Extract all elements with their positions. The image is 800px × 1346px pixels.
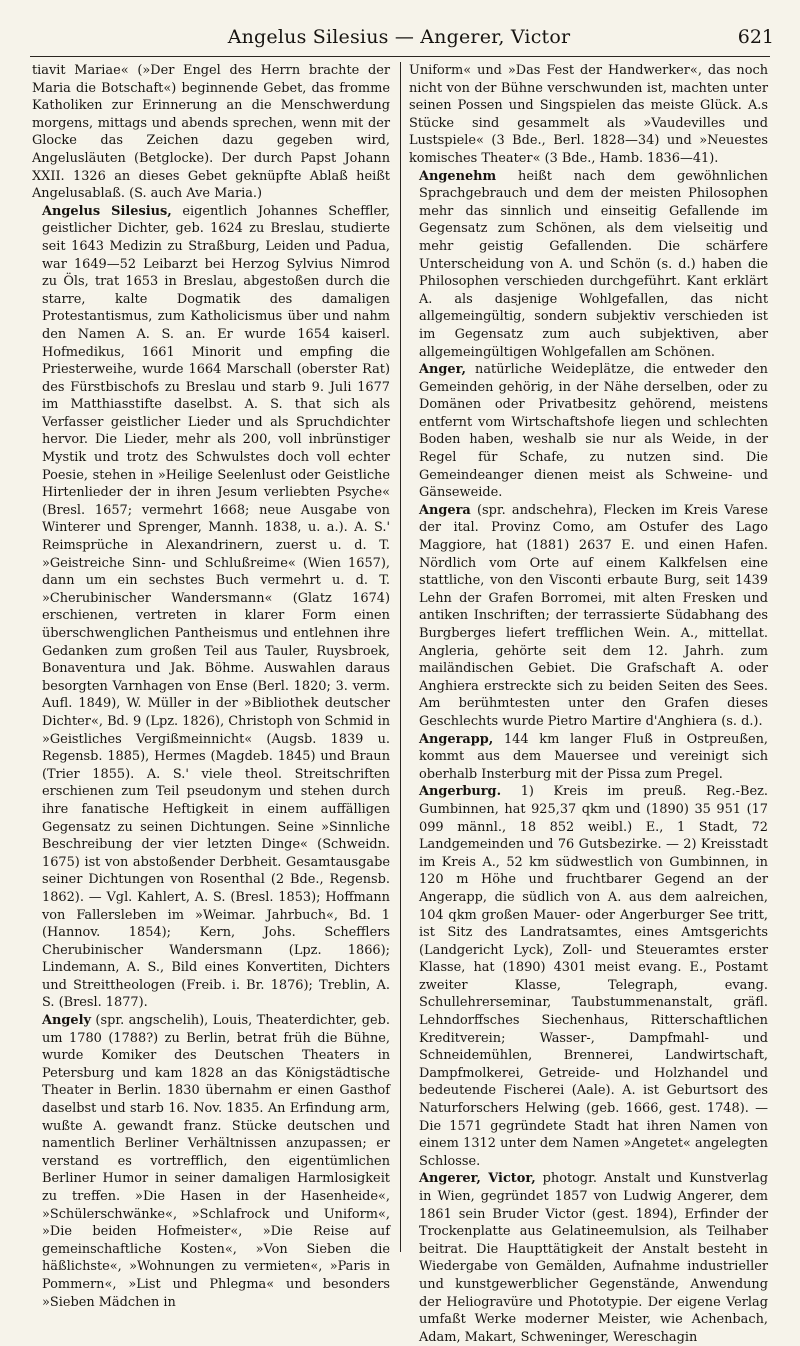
right-column: [409, 62, 769, 1345]
entry: [409, 502, 768, 731]
entry-headword: Angerapp,: [419, 731, 494, 747]
entry: [409, 62, 768, 168]
entry: [409, 783, 768, 1170]
entry-text: photogr. Anstalt und Kunstverlag in Wien, gegründet 1857 von Ludwig Angerer, dem 1861 sein Bruder Victor (gest. 1894), Erfinder der Trockenplatte aus Gelatineemulsion, als Teilhaber beitrat. Die Haupttätigkeit der Anstalt besteht in Wiedergabe von Gemälden, Aufnahme industrieller und kunstgewerblicher Gegenstände, Anwendung der Heliogravüre und Phototypie. Der eigene Verlag umfaßt Werke moderner Meister, wie Achenbach, Adam, Makart, Schweninger, Wereschagin: [419, 1171, 768, 1345]
page-number: 621: [737, 26, 774, 48]
header-rule: [30, 56, 770, 57]
running-header: [24, 26, 774, 52]
entry-text: eigentlich Johannes Scheffler, geistlicher Dichter, geb. 1624 zu Breslau, studierte seit 1643 Medizin zu Straßburg, Leiden und Padua, war 1649—52 Leibarzt bei Herzog Sylvius Nimrod zu Öls, trat 1653 in Breslau, abgestoßen durch die starre, kalte Dogmatik des damaligen Protestantismus, zum Katholicismus über und nahm den Namen A. S. an. Er wurde 1654 kaiserl. Hofmedikus, 1661 Minorit und empfing die Priesterweihe, wurde 1664 Marschall (oberster Rat) des Fürstbischofs zu Breslau und starb 9. Juli 1677 im Matthiasstifte daselbst. A. S. that sich als Verfasser geistlicher Lieder und als Spruchdichter hervor. Die Lieder, mehr als 200, voll inbrünstiger Mystik und trotz des Schwulstes doch voll echter Poesie, stehen in »Heilige Seelenlust oder Geistliche Hirtenlieder der in ihren Jesum verliebten Psyche« (Bresl. 1657; vermehrt 1668; neue Ausgabe von Winterer und Sprenger, Mannh. 1838, u. a.). A. S.' Reimsprüche in Alexandrinern, zuerst u. d. T. »Geistreiche Sinn- und Schlußreime« (Wien 1657), dann um ein sechstes Buch vermehrt u. d. T. »Cherubinischer Wandersmann« (Glatz 1674) erschienen, vertreten in klarer Form einen überschwenglichen Pantheismus und entlehnen ihre Gedanken zum großen Teil aus Tauler, Ruysbroek, Bonaventura und Jak. Böhme. Auswahlen daraus besorgten Varnhagen von Ense (Berl. 1820; 3. verm. Aufl. 1849), W. Müller in der »Bibliothek deutscher Dichter«, Bd. 9 (Lpz. 1826), Christoph von Schmid in »Geistliches Vergißmeinnicht« (Augsb. 1839 u. Regensb. 1885), Hermes (Magdeb. 1845) und Braun (Trier 1855). A. S.' viele theol. Streitschriften erschienen zum Teil pseudonym und stehen durch ihre fanatische Heftigkeit in einem auffälligen Gegensatz zu seinen Dichtungen. Seine »Sinnliche Beschreibung der vier letzten Dinge« (Schweidn. 1675) ist von abstoßender Derbheit. Gesamtausgabe seiner Dichtungen von Rosenthal (2 Bde., Regensb. 1862). — Vgl. Kahlert, A. S. (Bresl. 1853); Hoffmann von Fallersleben im »Weimar. Jahrbuch«, Bd. 1 (Hannov. 1854); Kern, Johs. Schefflers Cherubinischer Wandersmann (Lpz. 1866); Lindemann, A. S., Bild eines Konvertiten, Dichters und Streittheologen (Freib. i. Br. 1876); Treblin, A. S. (Bresl. 1877).: [42, 203, 390, 1011]
entry: [32, 203, 390, 1012]
entry-headword: Angenehm: [419, 168, 497, 184]
entry-text: 1) Kreis im preuß. Reg.-Bez. Gumbinnen, hat 925,37 qkm und (1890) 35 951 (17 099 männl., 18 852 weibl.) E., 1 Stadt, 72 Landgemeinden und 76 Gutsbezirke. — 2) Kreisstadt im Kreis A., 52 km südwestlich von Gumbinnen, in 120 m Höhe und fruchtbarer Gegend an der Angerapp, die südlich von A. aus dem aalreichen, 104 qkm großen Mauer- oder Angerburger See tritt, ist Sitz des Landratsamtes, eines Amtsgerichts (Landgericht Lyck), Zoll- und Steueramtes erster Klasse, hat (1890) 4301 meist evang. E., Postamt zweiter Klasse, Telegraph, evang. Schullehrerseminar, Taubstummenanstalt, gräfl. Lehndorffsches Siechenhaus, Ritterschaftlichen Kreditverein; Wasser-, Dampfmahl- und Schneidemühlen, Brennerei, Landwirtschaft, Dampfmolkerei, Getreide- und Holzhandel und bedeutende Fischerei (Aale). A. ist Geburtsort des Naturforschers Helwing (geb. 1666, gest. 1748). — Die 1571 gegründete Stadt hat ihren Namen von einem 1312 unter dem Namen »Angetet« angelegten Schlosse.: [419, 784, 768, 1169]
entry-text: 144 km langer Fluß in Ostpreußen, kommt aus dem Mauersee und vereinigt sich oberhalb Insterburg mit der Pissa zum Pregel.: [419, 731, 768, 782]
entry: [409, 361, 768, 502]
entry: [409, 168, 768, 362]
entry-headword: Angelus Silesius,: [42, 203, 172, 219]
column-divider: [400, 62, 401, 1252]
running-title: Angelus Silesius — Angerer, Victor: [227, 26, 571, 48]
entry-text: Uniform« und »Das Fest der Handwerker«, das noch nicht von der Bühne verschwunden ist, machten unter seinen Possen und Singspielen das meiste Glück. A.s Stücke sind gesammelt als »Vaudevilles und Lustspiele« (3 Bde., Berl. 1828—34) und »Neuestes komisches Theater« (3 Bde., Hamb. 1836—41).: [409, 63, 768, 166]
entry-text: natürliche Weideplätze, die entweder den Gemeinden gehörig, in der Nähe derselben, oder zu Domänen oder Privatbesitz gehörend, meistens entfernt vom Wirtschaftshofe liegen und schlechten Boden haben, weshalb sie nur als Weide, in der Regel für Schafe, zu nutzen sind. Die Gemeindeanger dienen meist als Schweine- und Gänseweide.: [419, 362, 768, 501]
entry-text: heißt nach dem gewöhnlichen Sprachgebrauch und dem der meisten Philosophen mehr das sinnlich und einseitig Gefallende im Gegensatz zum Schönen, als dem vielseitig und mehr geistig Gefallenden. Die schärfere Unterscheidung von A. und Schön (s. d.) haben die Philosophen verschieden durchgeführt. Kant erklärt A. als dasjenige Wohlgefallen, das nicht allgemeingültig, sondern subjektiv verschieden ist im Gegensatz zum auch subjektiven, aber allgemeingültigen Wohlgefallen am Schönen.: [419, 168, 768, 360]
entry-headword: Anger,: [419, 362, 466, 378]
entry-text: (spr. andschehra), Flecken im Kreis Varese der ital. Provinz Como, am Ostufer des Lago Maggiore, hat (1881) 2637 E. und einen Hafen. Nördlich vom Orte auf einem Kalkfelsen eine stattliche, von den Visconti erbaute Burg, seit 1439 Lehn der Grafen Borromei, mit alten Fresken und antiken Inschriften; der terrassierte Südabhang des Burgberges liefert trefflichen Wein. A., mittellat. Angleria, gehörte seit dem 12. Jahrh. zum mailändischen Gebiet. Die Grafschaft A. oder Anghiera erstreckte sich zu beiden Seiten des Sees. Am berühmtesten unter den Grafen dieses Geschlechts wurde Pietro Martire d'Anghiera (s. d.).: [419, 502, 769, 729]
entry-headword: Angely: [42, 1013, 91, 1029]
entry-headword: Angerer, Victor,: [419, 1171, 536, 1187]
entry: [32, 62, 390, 203]
entry-text: tiavit Mariae« (»Der Engel des Herrn brachte der Maria die Botschaft«) beginnende Gebet, das fromme Katholiken zur Erinnerung an die Menschwerdung morgens, mittags und abends sprechen, wenn mit der Glocke das Zeichen dazu gegeben wird, Angelusläuten (Betglocke). Der durch Papst Johann XXII. 1326 an dieses Gebet geknüpfte Ablaß heißt Angelusablaß. (S. auch Ave Maria.): [32, 63, 390, 202]
entry: [32, 1012, 390, 1311]
entry: [409, 1170, 768, 1346]
entry-headword: Angera: [419, 502, 471, 518]
left-column: [32, 62, 390, 1310]
entry-text: (spr. angschelih), Louis, Theaterdichter, geb. um 1780 (1788?) zu Berlin, betrat früh die Bühne, wurde Komiker des Deutschen Theaters in Petersburg und kam 1828 an das Königstädtische Theater in Berlin. 1830 übernahm er einen Gasthof daselbst und starb 16. Nov. 1835. An Erfindung arm, wußte A. gewandt franz. Stücke deutschen und namentlich Berliner Verhältnissen anzupassen; er verstand es vortrefflich, den eigentümlichen Berliner Humor in seiner damaligen Harmlosigkeit zu treffen. »Die Hasen in der Hasenheide«, »Schülerschwänke«, »Schlafrock und Uniform«, »Die beiden Hofmeister«, »Die Reise auf gemeinschaftliche Kosten«, »Von Sieben die häßlichste«, »Wohnungen zu vermieten«, »Paris in Pommern«, »List und Phlegma« und besonders »Sieben Mädchen in: [42, 1013, 390, 1310]
entry-headword: Angerburg.: [419, 784, 502, 800]
entry: [409, 731, 768, 784]
